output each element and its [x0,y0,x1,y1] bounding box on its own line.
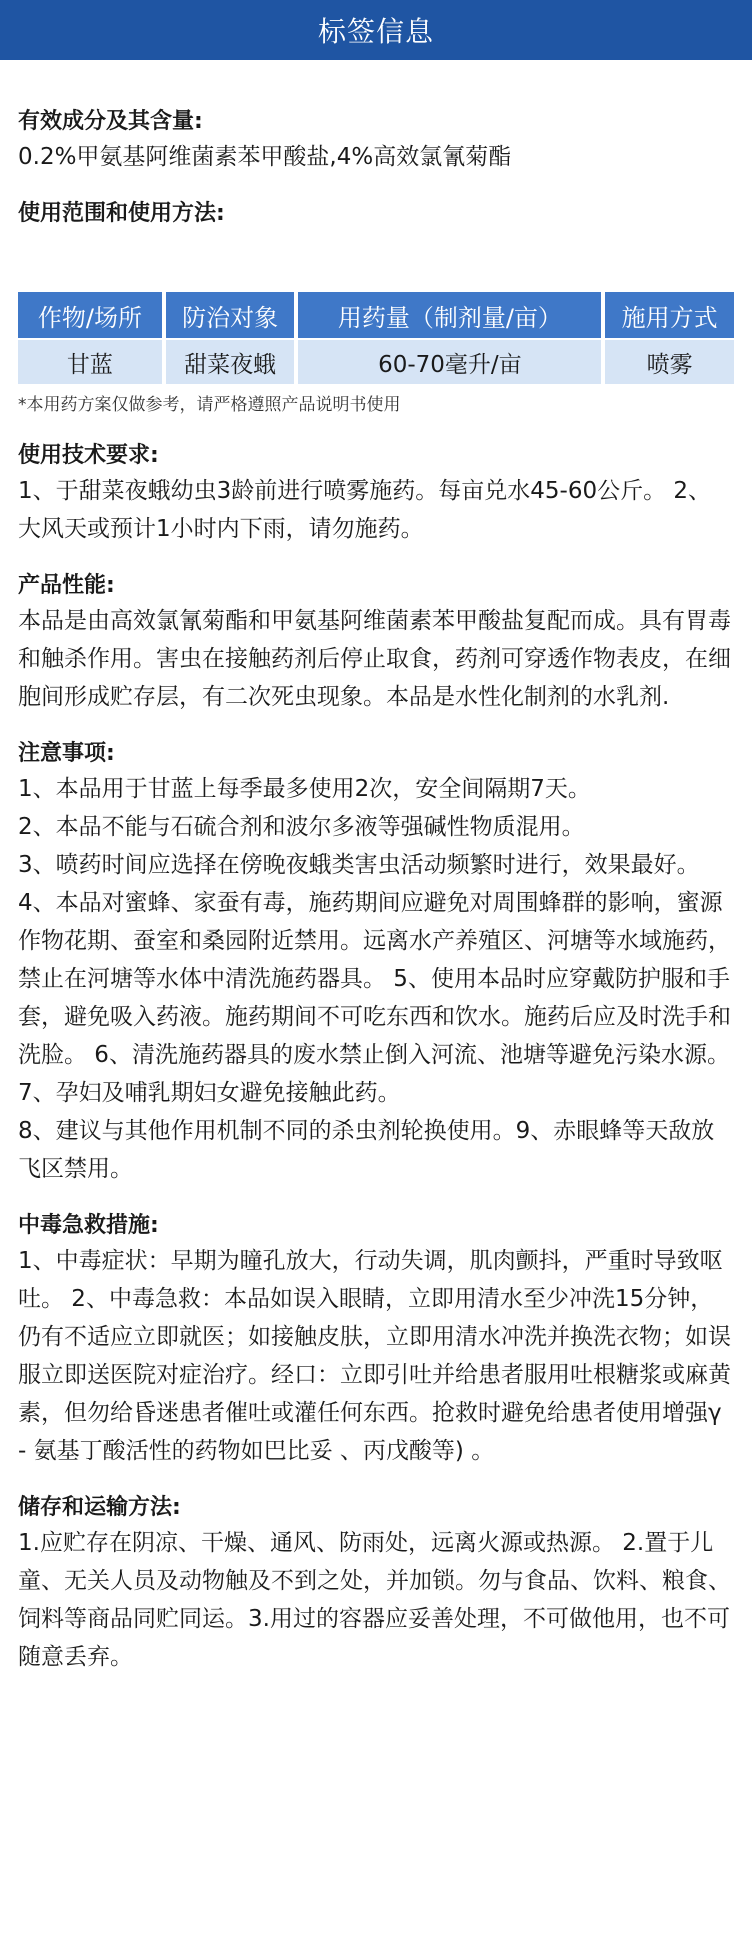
ingredients-title: 有效成分及其含量: [18,109,203,134]
technique-title: 使用技术要求: [18,443,159,468]
storage-text: 1.应贮存在阴凉、干燥、通风、防雨处，远离火源或热源。 2.置于儿童、无关人员及动物触及不到之处，并加锁。勿与食品、饮料、粮食、饲料等商品同贮同运。3.用过的容器应妥善处理，不可做他用，也不可随意丢弃。 [18,1530,731,1670]
usage-cell-crop: 甘蓝 [18,340,162,384]
technique-section [18,440,734,548]
storage-section [18,1492,734,1676]
usage-col-method: 施用方式 [605,292,734,338]
precautions-line-2: 2、本品不能与石硫合剂和波尔多液等强碱性物质混用。 [18,814,585,840]
firstaid-section [18,1210,734,1470]
precautions-line-3: 3、喷药时间应选择在傍晚夜蛾类害虫活动频繁时进行，效果最好。4、本品对蜜蜂、家蚕有毒，施药期间应避免对周围蜂群的影响，蜜源作物花期、蚕室和桑园附近禁用。远离水产养殖区、河塘等水域施药，禁止在河塘等水体中清洗施药器具。 5、使用本品时应穿戴防护服和手套，避免吸入药液。施药期间不可吃东西和饮水。施药后应及时洗手和洗脸。 6、清洗施药器具的废水禁止倒入河流、池塘等避免污染水源。 7、孕妇及哺乳期妇女避免接触此药。 [18,852,731,1106]
precautions-section [18,738,734,1188]
performance-text: 本品是由高效氯氰菊酯和甲氨基阿维菌素苯甲酸盐复配而成。具有胃毒和触杀作用。害虫在接触药剂后停止取食，药剂可穿透作物表皮，在细胞间形成贮存层，有二次死虫现象。本品是水性化制剂的水乳剂. [18,608,731,710]
storage-title: 储存和运输方法: [18,1495,181,1520]
usage-table-header-row [18,292,734,338]
firstaid-text: 1、中毒症状：早期为瞳孔放大，行动失调，肌肉颤抖，严重时导致呕吐。 2、中毒急救：本品如误入眼睛，立即用清水至少冲洗15分钟，仍有不适应立即就医；如接触皮肤，立即用清水冲洗并换洗衣物；如误服立即送医院对症治疗。经口：立即引吐并给患者服用吐根糖浆或麻黄素，但勿给昏迷患者催吐或灌任何东西。抢救时避免给患者使用增强γ - 氨基丁酸活性的药物如巴比妥 、丙戊酸等) 。 [18,1248,731,1464]
label-content [0,106,752,1676]
header-bar [0,0,752,60]
precautions-title: 注意事项: [18,741,115,766]
usage-table-wrap [18,290,734,386]
technique-text: 1、于甜菜夜蛾幼虫3龄前进行喷雾施药。每亩兑水45-60公斤。 2、大风天或预计1小时内下雨，请勿施药。 [18,478,712,542]
precautions-line-4: 8、建议与其他作用机制不同的杀虫剂轮换使用。9、赤眼蜂等天敌放飞区禁用。 [18,1118,715,1182]
precautions-line-1: 1、本品用于甘蓝上每季最多使用2次，安全间隔期7天。 [18,776,591,802]
usage-title: 使用范围和使用方法: [18,201,225,226]
usage-col-crop: 作物/场所 [18,292,162,338]
usage-col-target: 防治对象 [166,292,295,338]
usage-cell-dosage: 60-70毫升/亩 [298,340,601,384]
performance-title: 产品性能: [18,573,115,598]
ingredients-section [18,106,734,176]
usage-cell-target: 甜菜夜蛾 [166,340,295,384]
performance-section [18,570,734,716]
usage-note: *本用药方案仅做参考，请严格遵照产品说明书使用 [18,395,401,415]
usage-table [14,290,738,386]
usage-cell-method: 喷雾 [605,340,734,384]
ingredients-text: 0.2%甲氨基阿维菌素苯甲酸盐,4%高效氯氰菊酯 [18,144,512,170]
usage-section [18,198,734,418]
usage-col-dosage: 用药量（制剂量/亩） [298,292,601,338]
table-row [18,340,734,384]
firstaid-title: 中毒急救措施: [18,1213,159,1238]
page-title: 标签信息 [317,15,434,48]
